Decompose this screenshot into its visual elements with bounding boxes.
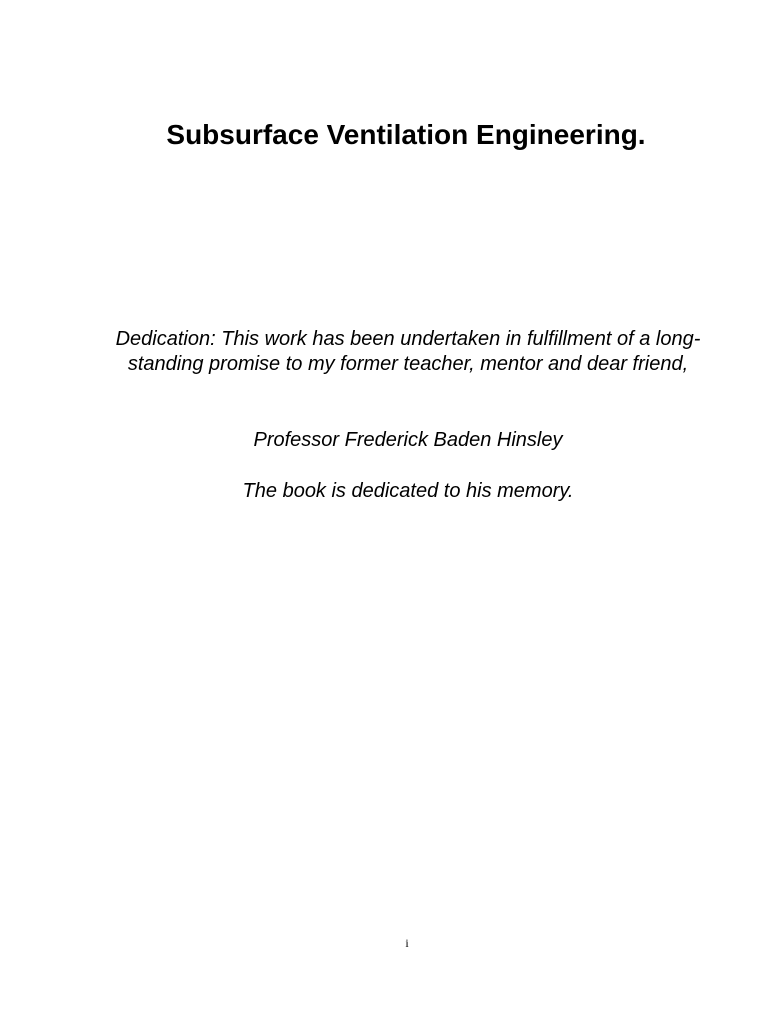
- memory-statement: The book is dedicated to his memory.: [242, 480, 574, 502]
- dedication-text: Dedication: This work has been undertaken in fulfillment of a long-standing promise to my former teacher, mentor and dear friend,: [115, 328, 701, 375]
- page-number: i: [405, 936, 409, 950]
- dedicatee-name: Professor Frederick Baden Hinsley: [253, 429, 563, 451]
- document-title: Subsurface Ventilation Engineering.: [166, 119, 646, 150]
